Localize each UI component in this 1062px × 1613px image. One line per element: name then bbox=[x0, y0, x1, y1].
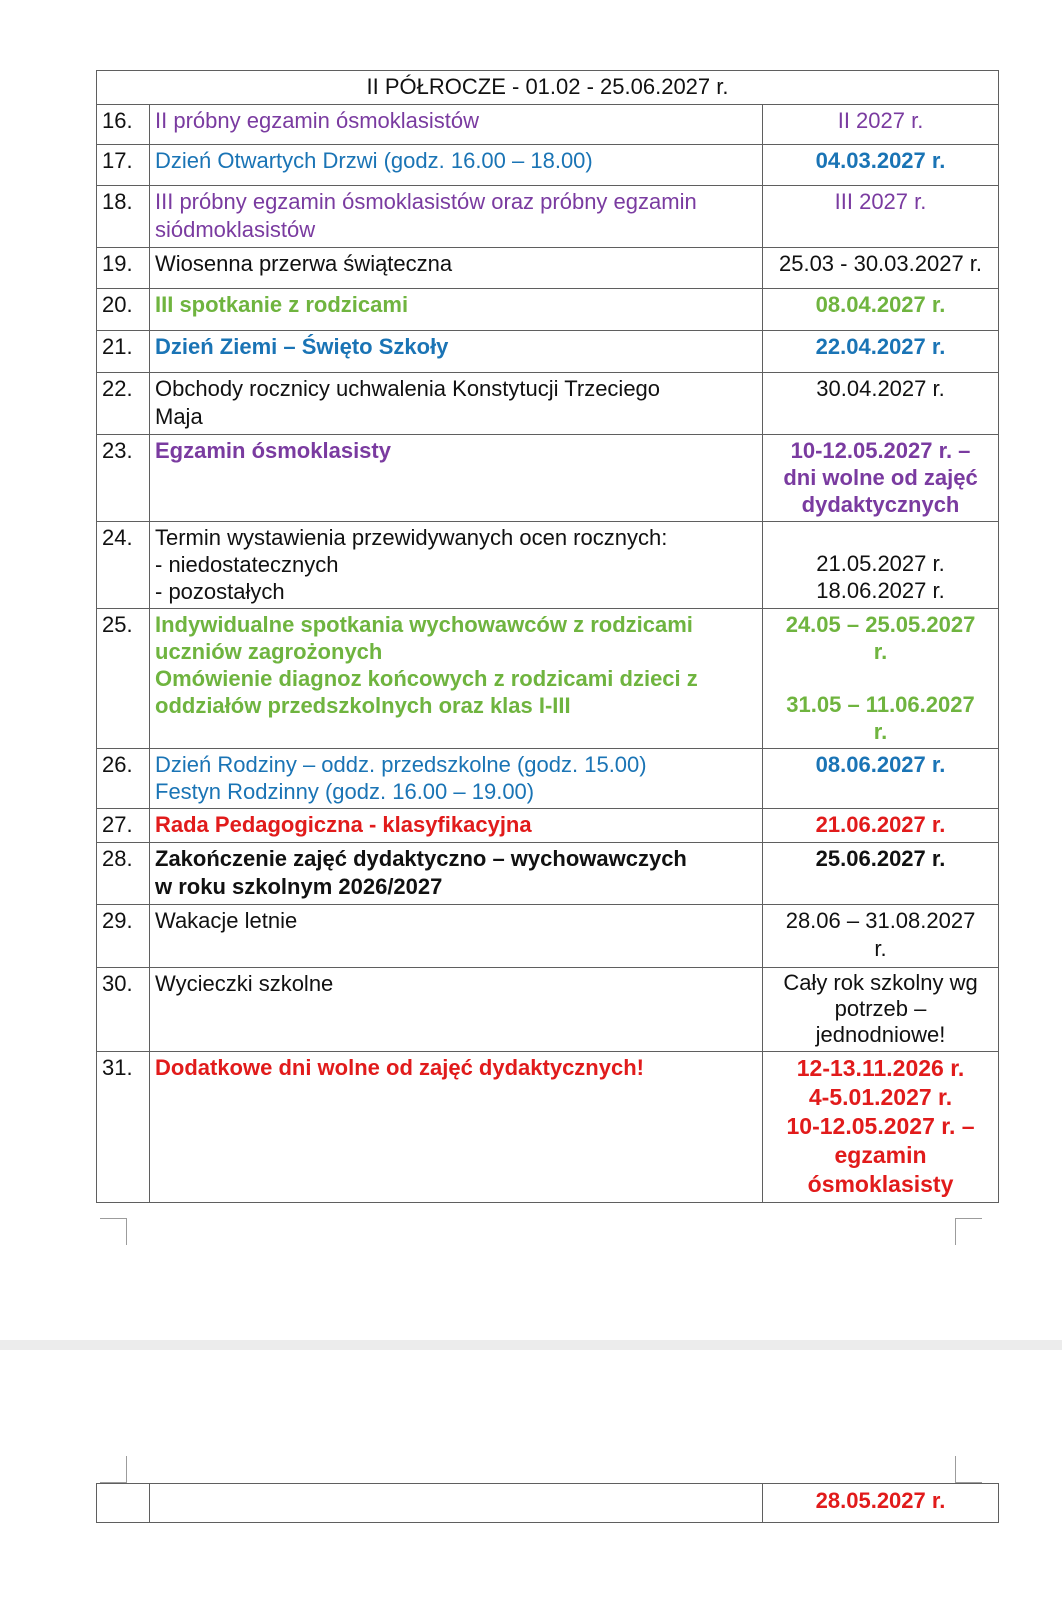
event-line: III spotkanie z rodzicami bbox=[155, 292, 409, 317]
row-number: 16. bbox=[97, 105, 150, 145]
table-row bbox=[97, 145, 999, 186]
date-line: 24.05 – 25.05.2027 bbox=[785, 612, 976, 637]
page-separator bbox=[0, 1340, 1062, 1350]
table-row bbox=[97, 968, 999, 1052]
event-line: Obchody rocznicy uchwalenia Konstytucji Trzeciego bbox=[155, 376, 661, 401]
date-line: 31.05 – 11.06.2027 bbox=[786, 692, 975, 717]
page-margin-mark bbox=[955, 1456, 982, 1483]
date-line: 12-13.11.2026 r. bbox=[796, 1055, 965, 1081]
semester-header: II PÓŁROCZE - 01.02 - 25.06.2027 r. bbox=[97, 71, 999, 105]
date-line: jednodniowe! bbox=[815, 1022, 946, 1047]
event-cell bbox=[150, 186, 763, 248]
date-line: Cały rok szkolny wg bbox=[783, 970, 978, 995]
event-line: Dzień Ziemi – Święto Szkoły bbox=[155, 334, 449, 359]
event-cell bbox=[150, 373, 763, 435]
row-number: 26. bbox=[97, 749, 150, 809]
event-line: uczniów zagrożonych bbox=[155, 639, 383, 664]
table-row bbox=[97, 435, 999, 522]
date-line: 08.04.2027 r. bbox=[815, 292, 946, 317]
date-cell bbox=[763, 968, 999, 1052]
table-row bbox=[97, 843, 999, 905]
table-row bbox=[97, 609, 999, 749]
row-number: 27. bbox=[97, 809, 150, 843]
date-cell bbox=[763, 609, 999, 749]
event-line: Wycieczki szkolne bbox=[155, 971, 334, 996]
row-number: 30. bbox=[97, 968, 150, 1052]
date-line: 10-12.05.2027 r. – bbox=[790, 438, 971, 463]
date-cell bbox=[763, 522, 999, 609]
table-row bbox=[97, 809, 999, 843]
row-number: 19. bbox=[97, 248, 150, 289]
date-spacer bbox=[768, 524, 993, 550]
table-row bbox=[97, 373, 999, 435]
date-line: 18.06.2027 r. bbox=[816, 578, 945, 603]
event-cell bbox=[150, 289, 763, 331]
row-number: 28. bbox=[97, 843, 150, 905]
date-line: 21.05.2027 r. bbox=[816, 551, 945, 576]
row-number: 25. bbox=[97, 609, 150, 749]
event-cell bbox=[150, 248, 763, 289]
table-row bbox=[97, 1484, 999, 1523]
date-cell bbox=[763, 1052, 999, 1203]
date-line: dni wolne od zajęć bbox=[783, 465, 978, 490]
table-row bbox=[97, 105, 999, 145]
school-calendar-table-continued bbox=[96, 1483, 999, 1523]
date-line: 08.06.2027 r. bbox=[815, 752, 946, 777]
page-margin-mark bbox=[100, 1456, 127, 1483]
event-cell bbox=[150, 522, 763, 609]
school-calendar-table bbox=[96, 70, 999, 1203]
table-row bbox=[97, 905, 999, 968]
event-line: Egzamin ósmoklasisty bbox=[155, 438, 391, 463]
event-line: III próbny egzamin ósmoklasistów oraz próbny egzamin bbox=[155, 189, 697, 214]
row-number: 23. bbox=[97, 435, 150, 522]
page-margin-mark bbox=[955, 1218, 982, 1245]
event-cell bbox=[150, 331, 763, 373]
event-line: - pozostałych bbox=[155, 579, 285, 604]
date-line: III 2027 r. bbox=[834, 189, 927, 214]
date-line: ósmoklasisty bbox=[807, 1171, 954, 1197]
date-cell: 28.05.2027 r. bbox=[763, 1484, 999, 1523]
date-line: 25.06.2027 r. bbox=[815, 846, 946, 871]
event-cell bbox=[150, 905, 763, 968]
date-cell bbox=[763, 331, 999, 373]
event-line: siódmoklasistów bbox=[155, 217, 316, 242]
date-line: 22.04.2027 r. bbox=[815, 334, 946, 359]
event-line: - niedostatecznych bbox=[155, 552, 339, 577]
table-row bbox=[97, 1052, 999, 1203]
event-line: Rada Pedagogiczna - klasyfikacyjna bbox=[155, 812, 532, 837]
table-row bbox=[97, 186, 999, 248]
event-line: Dzień Rodziny – oddz. przedszkolne (godz. 15.00) bbox=[155, 752, 647, 777]
row-number: 17. bbox=[97, 145, 150, 186]
row-number: 29. bbox=[97, 905, 150, 968]
date-line: r. bbox=[873, 639, 888, 664]
event-line: Indywidualne spotkania wychowawców z rodzicami bbox=[155, 612, 693, 637]
date-line: 30.04.2027 r. bbox=[816, 376, 945, 401]
date-line: 10-12.05.2027 r. – bbox=[786, 1113, 975, 1139]
event-cell bbox=[150, 609, 763, 749]
date-line: 4-5.01.2027 r. bbox=[808, 1084, 953, 1110]
table-header-row bbox=[97, 71, 999, 105]
date-line: 25.03 - 30.03.2027 r. bbox=[778, 251, 983, 276]
event-line: Maja bbox=[155, 404, 203, 429]
date-cell bbox=[763, 248, 999, 289]
event-cell bbox=[150, 1052, 763, 1203]
event-line: Dzień Otwartych Drzwi (godz. 16.00 – 18.00) bbox=[155, 148, 593, 173]
date-line: egzamin bbox=[834, 1142, 927, 1168]
event-cell bbox=[150, 843, 763, 905]
event-line: oddziałów przedszkolnych oraz klas I-III bbox=[155, 693, 571, 718]
date-cell bbox=[763, 843, 999, 905]
table-row bbox=[97, 749, 999, 809]
date-line: II 2027 r. bbox=[837, 108, 924, 133]
event-cell bbox=[150, 1484, 763, 1523]
event-line: Zakończenie zajęć dydaktyczno – wychowawczych bbox=[155, 846, 687, 871]
table-row bbox=[97, 331, 999, 373]
date-line: 21.06.2027 r. bbox=[815, 812, 946, 837]
date-line: 28.06 – 31.08.2027 bbox=[785, 908, 976, 933]
row-number: 21. bbox=[97, 331, 150, 373]
date-spacer bbox=[768, 665, 993, 691]
row-number: 24. bbox=[97, 522, 150, 609]
event-line: Festyn Rodzinny (godz. 16.00 – 19.00) bbox=[155, 779, 535, 804]
row-number: 18. bbox=[97, 186, 150, 248]
date-cell bbox=[763, 435, 999, 522]
page-margin-mark bbox=[100, 1218, 127, 1245]
date-cell bbox=[763, 809, 999, 843]
event-line: Wakacje letnie bbox=[155, 908, 298, 933]
table-row bbox=[97, 522, 999, 609]
event-cell bbox=[150, 968, 763, 1052]
event-line: II próbny egzamin ósmoklasistów bbox=[155, 108, 480, 133]
date-cell bbox=[763, 905, 999, 968]
event-line: w roku szkolnym 2026/2027 bbox=[155, 874, 443, 899]
date-line: r. bbox=[874, 936, 887, 961]
event-line: Termin wystawienia przewidywanych ocen rocznych: bbox=[155, 525, 668, 550]
date-cell bbox=[763, 289, 999, 331]
date-line: dydaktycznych bbox=[801, 492, 960, 517]
event-cell bbox=[150, 145, 763, 186]
event-line: Omówienie diagnoz końcowych z rodzicami dzieci z bbox=[155, 666, 698, 691]
row-number: 22. bbox=[97, 373, 150, 435]
table-row bbox=[97, 248, 999, 289]
event-cell bbox=[150, 105, 763, 145]
event-cell bbox=[150, 749, 763, 809]
row-number: 31. bbox=[97, 1052, 150, 1203]
date-line: potrzeb – bbox=[834, 996, 927, 1021]
date-cell bbox=[763, 145, 999, 186]
table-row bbox=[97, 289, 999, 331]
document-page-2 bbox=[0, 1350, 1062, 1613]
event-cell bbox=[150, 809, 763, 843]
date-cell bbox=[763, 105, 999, 145]
event-line: Dodatkowe dni wolne od zajęć dydaktycznych! bbox=[155, 1055, 644, 1080]
date-line: r. bbox=[873, 719, 888, 744]
date-cell bbox=[763, 186, 999, 248]
row-number bbox=[97, 1484, 150, 1523]
date-cell bbox=[763, 373, 999, 435]
row-number: 20. bbox=[97, 289, 150, 331]
date-cell bbox=[763, 749, 999, 809]
date-line: 04.03.2027 r. bbox=[815, 148, 946, 173]
event-cell bbox=[150, 435, 763, 522]
event-line: Wiosenna przerwa świąteczna bbox=[155, 251, 453, 276]
